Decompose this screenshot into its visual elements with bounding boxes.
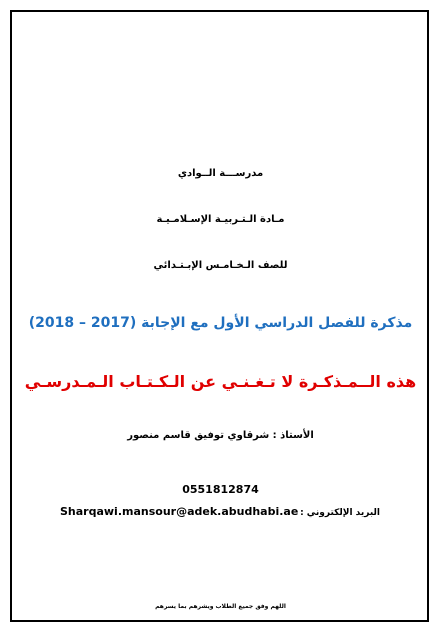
phone-number: 0551812874 (182, 483, 259, 496)
subject-title: مـادة الـتـربيـة الإسـلامـيـة (156, 214, 285, 225)
email-row (60, 505, 380, 518)
email-label: البريد الإلكتروني : (300, 508, 380, 518)
teacher-name: الأستاذ : شرقاوي توفيق قاسم منصور (127, 430, 314, 441)
email-address: Sharqawi.mansour@adek.abudhabi.ae (60, 505, 299, 518)
closing-prayer: اللهم وفق جميع الطلاب ويشرهم بما يسرهم (155, 603, 286, 610)
school-name: مدرســـة الــوادي (177, 168, 264, 179)
memo-title: مذكرة للفصل الدراسي الأول مع الإجابة (2017 – 2018) (28, 315, 413, 331)
grade-level: للصف الـخـامـس الإبـتـدائي (153, 260, 288, 271)
disclaimer-text: هذه الــمـذكـرة لا تـغـنـي عن الـكـتـاب الـمـدرسـي (24, 372, 417, 391)
